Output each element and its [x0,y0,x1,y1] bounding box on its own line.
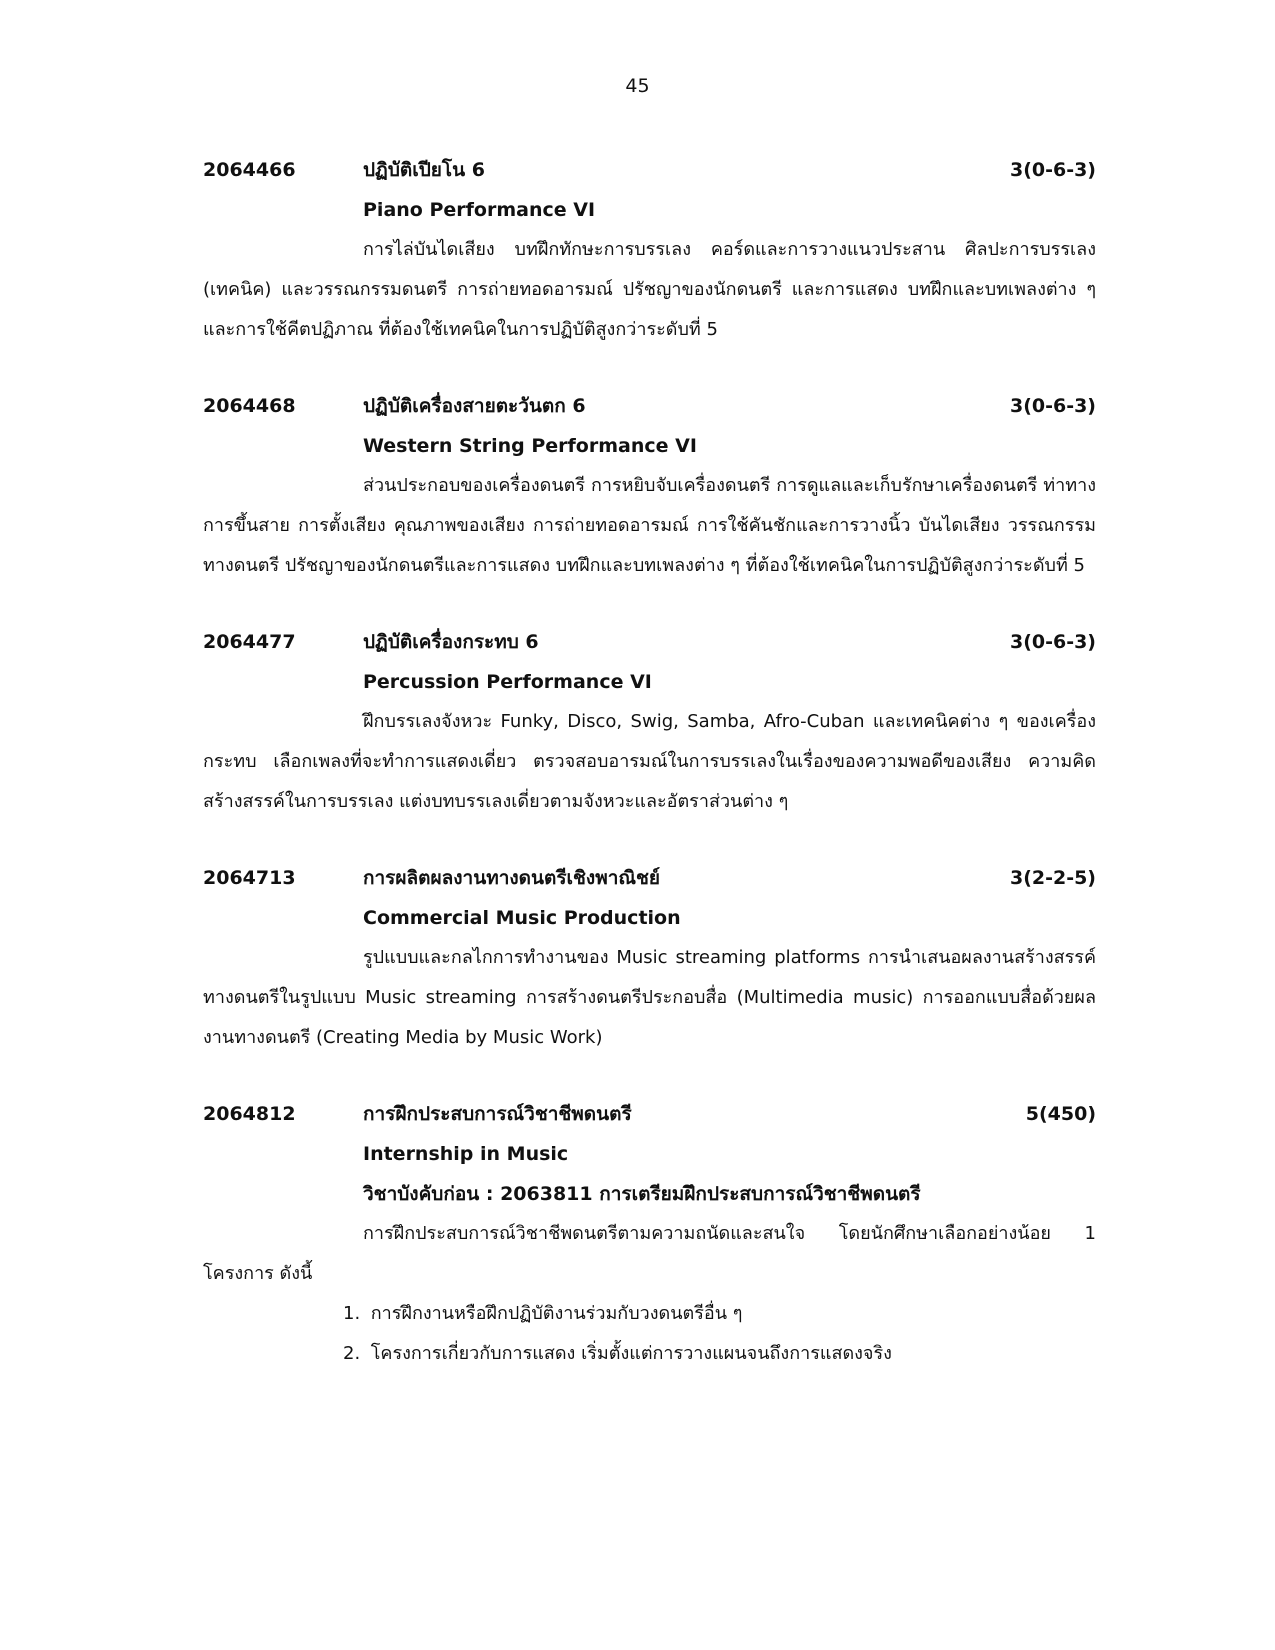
course-english-title: Commercial Music Production [363,907,681,929]
list-item-number: 1. [343,1303,361,1324]
course-header [203,1094,1096,1134]
project-list [203,1294,1096,1374]
course-credits: 5(450) [1025,1103,1096,1125]
course-thai-title: การฝึกประสบการณ์วิชาชีพดนตรี [363,1103,632,1125]
course-header [203,622,1096,662]
course-english-title: Piano Performance VI [363,199,596,221]
list-item [343,1334,1096,1374]
course-code: 2064812 [203,1103,296,1125]
course-header [203,858,1096,898]
course-credits: 3(0-6-3) [1009,631,1096,653]
list-item-text: การฝึกงานหรือฝึกปฏิบัติงานร่วมกับวงดนตรีอื่น ๆ [370,1303,743,1324]
course-code: 2064468 [203,395,296,417]
course-prerequisite: วิชาบังคับก่อน : 2063811 การเตรียมฝึกประสบการณ์วิชาชีพดนตรี [363,1183,921,1205]
course-credits: 3(0-6-3) [1009,159,1096,181]
course-entry-2064713 [203,858,1096,1058]
course-thai-title: ปฏิบัติเครื่องกระทบ 6 [363,631,539,653]
list-item-text: โครงการเกี่ยวกับการแสดง เริ่มตั้งแต่การวางแผนจนถึงการแสดงจริง [370,1343,892,1364]
course-english-title: Internship in Music [363,1143,569,1165]
course-entry-2064468 [203,386,1096,586]
course-description: การไล่บันไดเสียง บทฝึกทักษะการบรรเลง คอร์ดและการวางแนวประสาน ศิลปะการบรรเลง (เทคนิค) และวรรณกรรมดนตรี การถ่ายทอดอารมณ์ ปรัชญาของนักดนตรี และการแสดง บทฝึกและบทเพลงต่าง ๆ และการใช้คีตปฏิภาณ ที่ต้องใช้เทคนิคในการปฏิบัติสูงกว่าระดับที่ 5 [203,239,1096,340]
course-thai-title: ปฏิบัติเครื่องสายตะวันตก 6 [363,395,586,417]
course-entry-2064477 [203,622,1096,822]
page-number: 45 [625,75,650,97]
course-code: 2064477 [203,631,296,653]
course-code: 2064466 [203,159,296,181]
course-entry-2064466 [203,150,1096,350]
course-list [203,150,1096,1410]
course-description: ส่วนประกอบของเครื่องดนตรี การหยิบจับเครื่องดนตรี การดูแลและเก็บรักษาเครื่องดนตรี ท่าทาง การขึ้นสาย การตั้งเสียง คุณภาพของเสียง การถ่ายทอดอารมณ์ การใช้คันชักและการวางนิ้ว บันไดเสียง วรรณกรรมทางดนตรี ปรัชญาของนักดนตรีและการแสดง บทฝึกและบทเพลงต่าง ๆ ที่ต้องใช้เทคนิคในการปฏิบัติสูงกว่าระดับที่ 5 [203,475,1096,576]
course-description: รูปแบบและกลไกการทำงานของ Music streaming platforms การนำเสนอผลงานสร้างสรรค์ทางดนตรีในรูปแบบ Music streaming การสร้างดนตรีประกอบสื่อ (Multimedia music) การออกแบบสื่อด้วยผลงานทางดนตรี (Creating Media by Music Work) [203,947,1096,1048]
course-header [203,150,1096,190]
course-credits: 3(2-2-5) [1009,867,1096,889]
course-english-title: Percussion Performance VI [363,671,652,693]
course-description: การฝึกประสบการณ์วิชาชีพดนตรีตามความถนัดและสนใจ โดยนักศึกษาเลือกอย่างน้อย 1 โครงการ ดังนี้ [203,1223,1096,1284]
course-entry-2064812 [203,1094,1096,1374]
list-item [343,1294,1096,1334]
list-item-number: 2. [343,1343,361,1364]
course-thai-title: การผลิตผลงานทางดนตรีเชิงพาณิชย์ [363,867,661,889]
course-description: ฝึกบรรเลงจังหวะ Funky, Disco, Swig, Samba, Afro-Cuban และเทคนิคต่าง ๆ ของเครื่องกระทบ เลือกเพลงที่จะทำการแสดงเดี่ยว ตรวจสอบอารมณ์ในการบรรเลงในเรื่องของความพอดีของเสียง ความคิดสร้างสรรค์ในการบรรเลง แต่งบทบรรเลงเดี่ยวตามจังหวะและอัตราส่วนต่าง ๆ [203,711,1096,812]
course-english-title: Western String Performance VI [363,435,697,457]
course-thai-title: ปฏิบัติเปียโน 6 [363,159,485,181]
course-header [203,386,1096,426]
course-credits: 3(0-6-3) [1009,395,1096,417]
course-code: 2064713 [203,867,296,889]
